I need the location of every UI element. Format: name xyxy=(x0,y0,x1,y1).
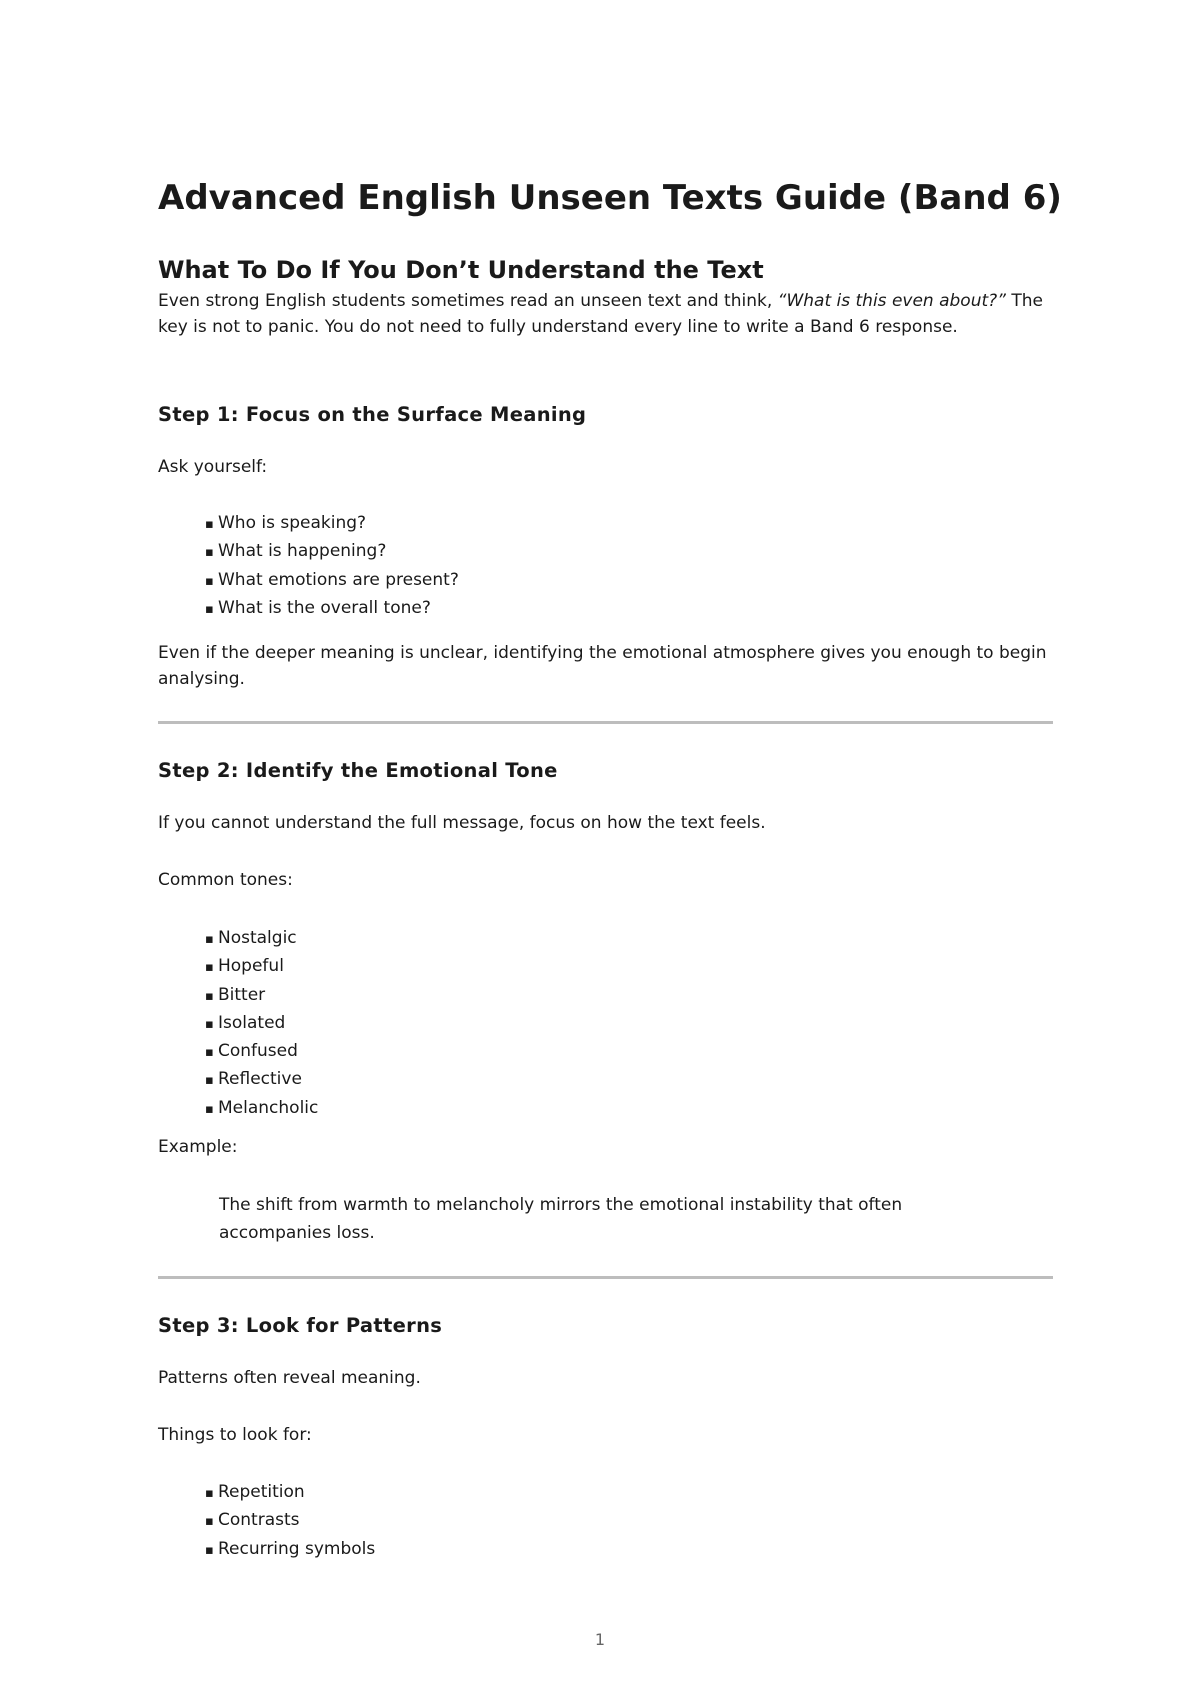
bullet-icon: ▪ xyxy=(205,1514,214,1530)
list-item xyxy=(205,510,459,538)
step3-prompt: Things to look for: xyxy=(158,1425,312,1445)
bullet-icon: ▪ xyxy=(205,1016,214,1032)
section-divider xyxy=(158,1276,1053,1279)
bullet-icon: ▪ xyxy=(205,1073,214,1089)
bullet-icon: ▪ xyxy=(205,960,214,976)
step2-example-quote: The shift from warmth to melancholy mirrors the emotional instability that often accompanies loss. xyxy=(219,1195,903,1243)
step3-intro: Patterns often reveal meaning. xyxy=(158,1368,421,1388)
bullet-icon: ▪ xyxy=(205,601,214,617)
list-item xyxy=(205,982,318,1010)
intro-paragraph xyxy=(158,288,1053,340)
page-number: 1 xyxy=(594,1630,606,1649)
list-item-text: Bitter xyxy=(218,984,266,1005)
list-item-text: Confused xyxy=(218,1041,298,1062)
intro-emphasis: “What is this even about?” xyxy=(777,291,1006,311)
list-item xyxy=(205,1536,375,1564)
section-divider xyxy=(158,721,1053,724)
list-item-text: Melancholic xyxy=(218,1097,319,1118)
step1-prompt: Ask yourself: xyxy=(158,457,268,477)
list-item-text: Nostalgic xyxy=(218,928,297,948)
step2-tone-list xyxy=(205,925,318,1123)
list-item-text: Repetition xyxy=(218,1482,305,1502)
list-item xyxy=(205,953,318,981)
list-item-text: Isolated xyxy=(218,1012,286,1033)
step3-heading: Step 3: Look for Patterns xyxy=(158,1314,443,1337)
list-item xyxy=(205,567,459,595)
list-item xyxy=(205,1066,318,1094)
step2-heading: Step 2: Identify the Emotional Tone xyxy=(158,759,558,782)
list-item xyxy=(205,1095,318,1123)
step2-intro: If you cannot understand the full message, focus on how the text feels. xyxy=(158,813,766,833)
bullet-icon: ▪ xyxy=(205,1101,214,1117)
bullet-icon: ▪ xyxy=(205,573,214,589)
step1-question-list xyxy=(205,510,459,623)
bullet-icon: ▪ xyxy=(205,545,214,561)
bullet-icon: ▪ xyxy=(205,1486,214,1501)
section-subtitle: What To Do If You Don’t Understand the Text xyxy=(158,256,764,284)
list-item xyxy=(205,1038,318,1066)
step3-pattern-list xyxy=(205,1479,375,1564)
list-item-text: Reflective xyxy=(218,1069,302,1090)
step2-prompt: Common tones: xyxy=(158,870,293,890)
list-item-text: What is the overall tone? xyxy=(218,597,431,618)
list-item-text: Contrasts xyxy=(218,1510,300,1531)
list-item-text: What emotions are present? xyxy=(218,569,459,590)
bullet-icon: ▪ xyxy=(205,517,214,532)
list-item xyxy=(205,538,459,566)
intro-text-before: Even strong English students sometimes read an unseen text and think, xyxy=(158,291,778,311)
list-item xyxy=(205,1010,318,1038)
list-item xyxy=(205,595,459,623)
step1-heading: Step 1: Focus on the Surface Meaning xyxy=(158,403,587,426)
list-item xyxy=(205,1507,375,1535)
list-item xyxy=(205,925,318,953)
intro-text-after: The key is not to panic. You do not need to fully understand every line to write a Band 6 response. xyxy=(158,291,1044,337)
bullet-icon: ▪ xyxy=(205,1045,214,1061)
bullet-icon: ▪ xyxy=(205,988,214,1004)
bullet-icon: ▪ xyxy=(205,932,214,947)
document-title: Advanced English Unseen Texts Guide (Band 6) xyxy=(158,178,1062,218)
list-item xyxy=(205,1479,375,1507)
bullet-icon: ▪ xyxy=(205,1542,214,1558)
step2-example-label: Example: xyxy=(158,1137,238,1157)
step1-closing: Even if the deeper meaning is unclear, identifying the emotional atmosphere gives you enough to begin analysing. xyxy=(158,643,1047,689)
list-item-text: What is happening? xyxy=(218,541,387,562)
list-item-text: Recurring symbols xyxy=(218,1538,376,1559)
list-item-text: Hopeful xyxy=(218,956,284,977)
list-item-text: Who is speaking? xyxy=(218,513,367,533)
